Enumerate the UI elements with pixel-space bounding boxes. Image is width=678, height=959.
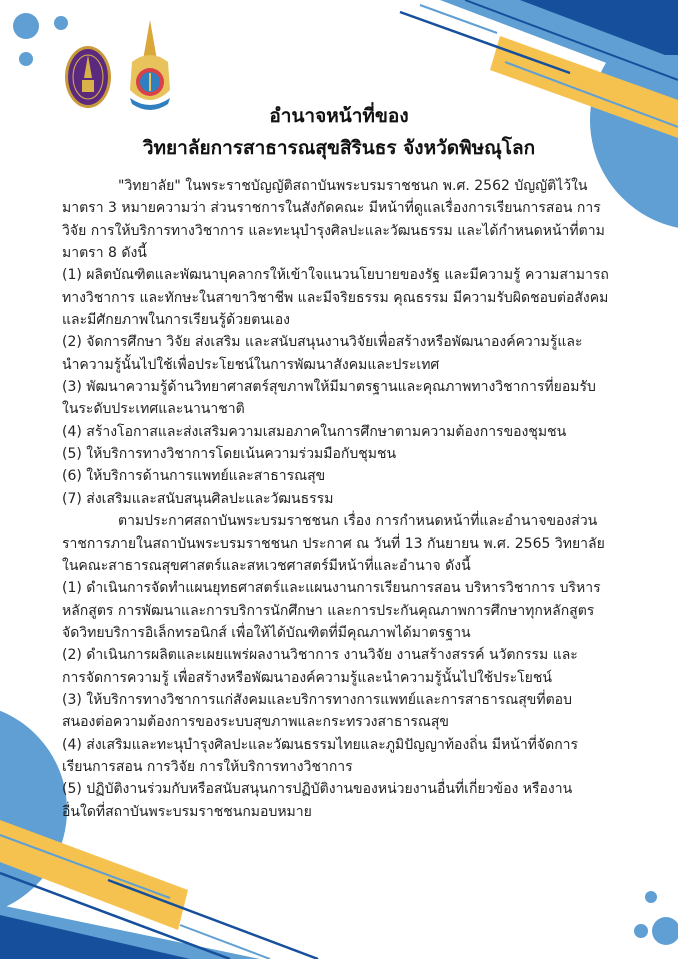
page-title-line-1: อำนาจหน้าที่ของ (269, 105, 409, 127)
list-item-line: (4) ส่งเสริมและทะนุบำรุงศิลปะและวัฒนธรรมไทยและภูมิปัญญาท้องถิ่น มีหน้าที่จัดการ (62, 736, 579, 753)
dot-decoration (13, 13, 39, 39)
list-item-line: (7) ส่งเสริมและสนับสนุนศิลปะและวัฒนธรรม (62, 490, 334, 507)
paragraph-line: ในคณะสาธารณสุขศาสตร์และสหเวชศาสตร์มีหน้าที่และอำนาจ ดังนี้ (62, 557, 471, 574)
list-item-line: นำความรู้นั้นไปใช้เพื่อประโยชน์ในการพัฒนาสังคมและประเทศ (62, 356, 440, 373)
list-item-line: (4) สร้างโอกาสและส่งเสริมความเสมอภาคในการศึกษาตามความต้องการของชุมชน (62, 423, 567, 440)
list-item-line: (3) ให้บริการทางวิชาการแก่สังคมและบริการทางการแพทย์และการสาธารณสุขที่ตอบ (62, 691, 572, 708)
list-item-line: (1) ผลิตบัณฑิตและพัฒนาบุคลากรให้เข้าใจแนวนโยบายของรัฐ และมีความรู้ ความสามารถ (62, 267, 609, 284)
list-item-line: สนองต่อความต้องการของระบบสุขภาพและกระทรวงสาธารณสุข (62, 714, 449, 731)
list-item-line: (5) ให้บริการทางวิชาการโดยเน้นความร่วมมือกับชุมชน (62, 446, 397, 463)
dot-decoration (54, 16, 68, 30)
list-item-line: อื่นใดที่สถาบันพระบรมราชชนกมอบหมาย (62, 803, 312, 820)
dot-decoration (19, 52, 33, 66)
list-item-line: ในระดับประเทศและนานาชาติ (62, 401, 245, 418)
paragraph-line: มาตรา 8 ดังนี้ (62, 245, 147, 262)
college-emblem-logo (130, 20, 170, 110)
list-item-line: เรียนการสอน การวิจัย การให้บริการทางวิชาการ (62, 758, 353, 775)
section-mandate-act-2562 (62, 175, 662, 510)
list-item-line: (3) พัฒนาความรู้ด้านวิทยาศาสตร์สุขภาพให้มีมาตรฐานและคุณภาพทางวิชาการที่ยอมรับ (62, 379, 596, 396)
page-title-line-2: วิทยาลัยการสาธารณสุขสิรินธร จังหวัดพิษณุโลก (142, 137, 536, 159)
list-item-line: จัดวิทยบริการอิเล็กทรอนิกส์ เพื่อให้ได้บัณฑิตที่มีคุณภาพได้มาตรฐาน (62, 624, 471, 641)
section-announcement-2565 (62, 510, 662, 823)
paragraph-line: วิจัย การให้บริการทางวิชาการ และทะนุบำรุงศิลปะและวัฒนธรรม และได้กำหนดหน้าที่ตาม (62, 222, 605, 239)
list-item-line: การจัดการความรู้ เพื่อสร้างหรือพัฒนาองค์ความรู้และนำความรู้นั้นไปใช้ประโยชน์ (62, 669, 552, 686)
dot-decoration (652, 917, 678, 945)
list-item-line: หลักสูตร การพัฒนาและการบริการนักศึกษา และการประกันคุณภาพการศึกษาทุกหลักสูตร (62, 602, 595, 619)
list-item-line: (2) จัดการศึกษา วิจัย ส่งเสริม และสนับสนุนงานวิจัยเพื่อสร้างหรือพัฒนาองค์ความรู้และ (62, 334, 583, 351)
paragraph-line: ตามประกาศสถาบันพระบรมราชชนก เรื่อง การกำหนดหน้าที่และอำนาจของส่วน (118, 513, 598, 530)
dot-decoration (634, 924, 648, 938)
list-item-line: (1) ดำเนินการจัดทำแผนยุทธศาสตร์และแผนงานการเรียนการสอน บริหารวิชาการ บริหาร (62, 580, 601, 597)
list-item-line: (2) ดำเนินการผลิตและเผยแพร่ผลงานวิชาการ งานวิจัย งานสร้างสรรค์ นวัตกรรม และ (62, 647, 578, 664)
institution-seal-logo (65, 46, 111, 108)
dot-decoration (645, 891, 657, 903)
paragraph-line: "วิทยาลัย" ในพระราชบัญญัติสถาบันพระบรมราชชนก พ.ศ. 2562 บัญญัติไว้ใน (118, 178, 588, 194)
list-item-line: ทางวิชาการ และทักษะในสาขาวิชาชีพ และมีจริยธรรม คุณธรรม มีความรับผิดชอบต่อสังคม (62, 289, 609, 306)
paragraph-line: ราชการภายในสถาบันพระบรมราชชนก ประกาศ ณ วันที่ 13 กันยายน พ.ศ. 2565 วิทยาลัย (62, 535, 605, 552)
list-item-line: (5) ปฏิบัติงานร่วมกับหรือสนับสนุนการปฏิบัติงานของหน่วยงานอื่นที่เกี่ยวข้อง หรืองาน (62, 781, 573, 798)
paragraph-line: มาตรา 3 หมายความว่า ส่วนราชการในสังกัดคณะ มีหน้าที่ดูแลเรื่องการเรียนการสอน การ (62, 200, 601, 217)
document-body (62, 175, 662, 823)
list-item-line: (6) ให้บริการด้านการแพทย์และสาธารณสุข (62, 468, 326, 485)
list-item-line: และมีศักยภาพในการเรียนรู้ด้วยตนเอง (62, 312, 290, 329)
